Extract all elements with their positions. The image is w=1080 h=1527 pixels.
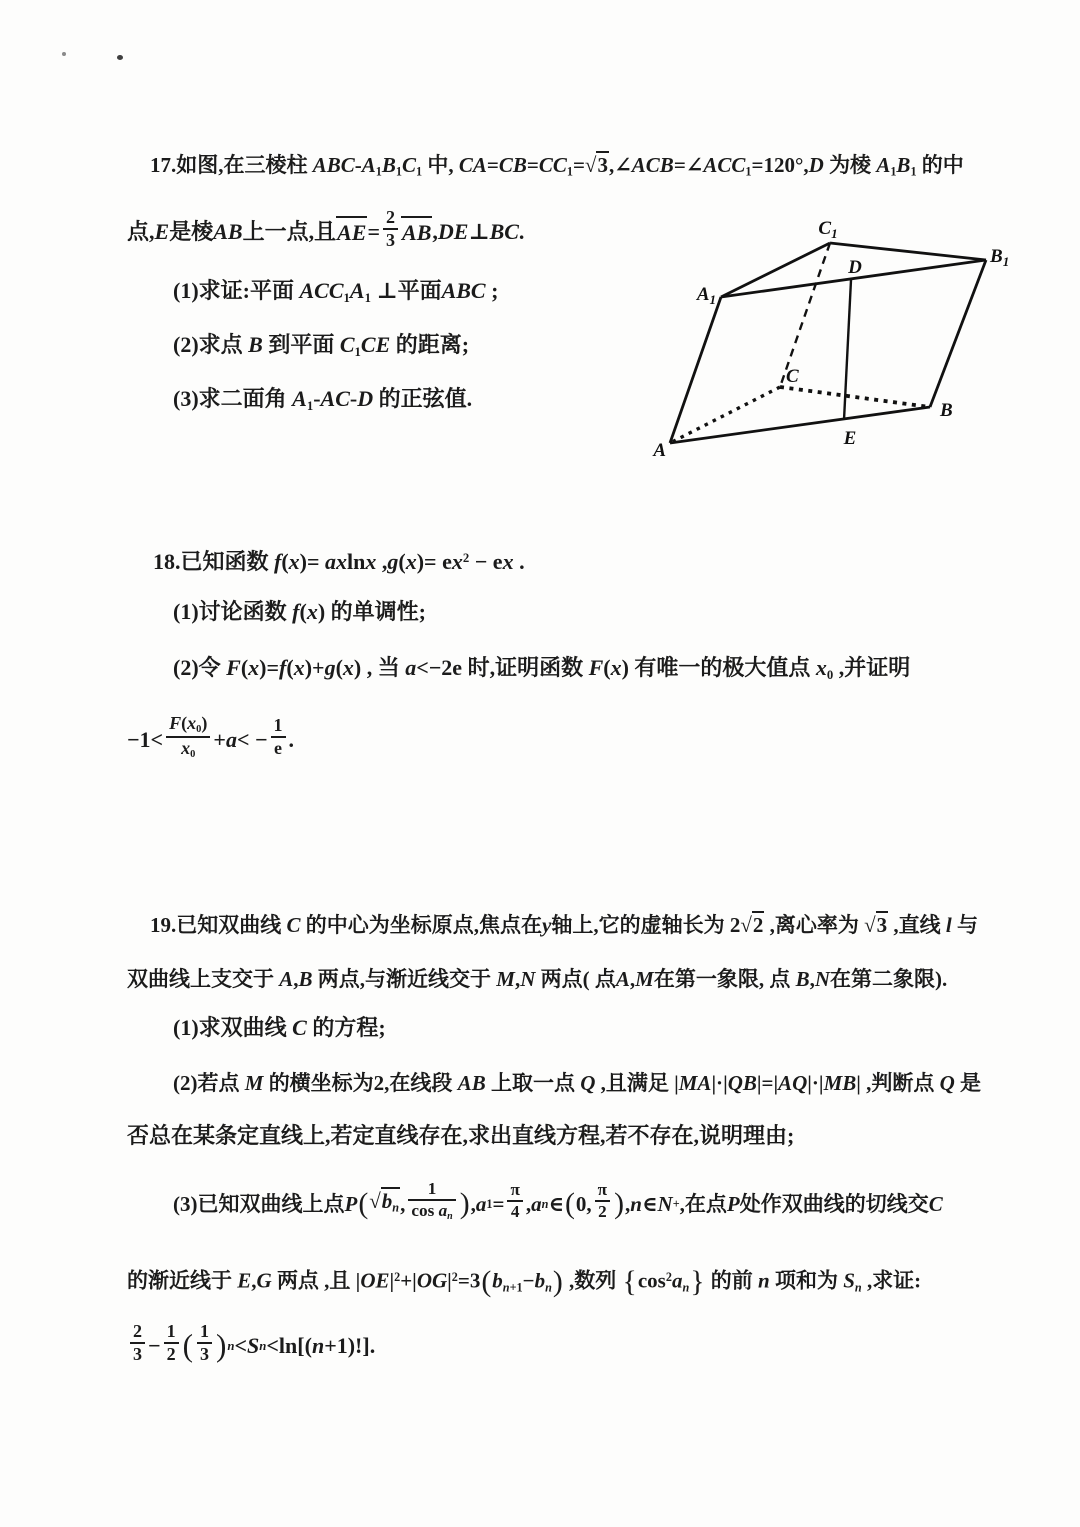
vertex-label-A1: $A_1$	[696, 284, 716, 307]
segment-D-E	[844, 280, 851, 420]
problem-18-part-1: (1)讨论函数 f(x) 的单调性;	[173, 599, 426, 624]
problem-17-part-1: (1)求证:平面 $ACC_1A_1$ ⊥平面ABC ;	[173, 278, 499, 305]
vertex-label-C: C	[786, 366, 799, 387]
edge-A-B	[670, 407, 930, 443]
problem-17-intro-line-1: 17.如图,在三棱柱 ABC-$A_1B_1C_1$ 中, $CA=CB=CC_1=√3,\angle ACB=\angle ACC_1=120^\circ,D$ 为棱 $A_1B_1$ 的中	[150, 153, 964, 179]
problem-17-part-3: (3)求二面角 $A_1-AC-D$ 的正弦值.	[173, 386, 473, 413]
prism-figure	[638, 212, 1038, 467]
vertex-label-B1: $B_1$	[990, 246, 1010, 269]
scan-speck	[117, 55, 123, 60]
problem-19-part-1: (1)求双曲线 C 的方程;	[173, 1015, 386, 1040]
edge-B-B1	[930, 260, 986, 407]
vertex-label-D: D	[848, 257, 862, 278]
problem-19-part-2-line-1: (2)若点 M 的横坐标为2,在线段 AB 上取一点 Q ,且满足 |MA|·|QB|=|AQ|·|MB| ,判断点 Q 是	[173, 1071, 982, 1095]
problem-18-intro: 18.已知函数 f(x)= axlnx $,g(x)= ex^2$ − ex .	[153, 549, 525, 575]
vertex-label-B: B	[940, 400, 953, 421]
problem-18-inequality: −1< $\frac{F(x_0)}{x_0}$ + a < − $\frac{1}{e}$ .	[127, 712, 295, 761]
problem-19-part-3-line-2: 的渐近线于 E,G 两点 ,且 $|OE|^2+|OG|^2=3(b_{n+1}-b_n)$ ,数列 $\{\cos^2a_n\}$ 的前 n 项和为 $S_n$ ,求证:	[127, 1265, 922, 1299]
problem-17-intro-line-2: 点, E 是棱 AB 上一点,且 AE = $\frac{2}{3}$ AB , DE ⊥ BC .	[127, 207, 525, 250]
scan-speck	[62, 52, 66, 56]
problem-19-intro-line-1: 19.已知双曲线 C 的中心为坐标原点,焦点在y轴上,它的虚轴长为 2√2 ,离心率为 √3 ,直线 l 与	[150, 913, 978, 937]
problem-17-part-2: (2)求点 B 到平面 $C_1CE$ 的距离;	[173, 332, 470, 359]
problem-19-part-2-line-2: 否总在某条定直线上,若定直线存在,求出直线方程,若不存在,说明理由;	[127, 1123, 795, 1148]
problem-19-intro-line-2: 双曲线上支交于 A,B 两点,与渐近线交于 M,N 两点( 点A,M在第一象限, 点 B,N在第二象限).	[127, 967, 948, 991]
vertex-label-C1: $C_1$	[818, 218, 838, 241]
problem-19-part-3-line-1: (3)已知双曲线上点 P ( $√b_n$ , $\frac{1}{\cos a_n}$ ) , a 1 = $\frac{\pi}{4}$ , a n ∈ ( 0, $\frac{\pi}{2}$ ) , n ∈ N + ,在点 P 处作双曲线的切线交 C	[173, 1179, 943, 1223]
problem-19-inequality: $\frac{2}{3}$ − $\frac{1}{2}$ ( $\frac{1}{3}$ ) n < S n <ln[( n +1)!].	[127, 1312, 375, 1380]
problem-18-part-2: (2)令 F(x)=f(x)+g(x) , 当 a<−2e 时,证明函数 F(x) 有唯一的极大值点 $x_0$ ,并证明	[173, 655, 911, 682]
edge-C-B	[780, 387, 930, 407]
vertex-label-E: E	[843, 428, 857, 449]
vertex-label-A: A	[653, 440, 666, 461]
